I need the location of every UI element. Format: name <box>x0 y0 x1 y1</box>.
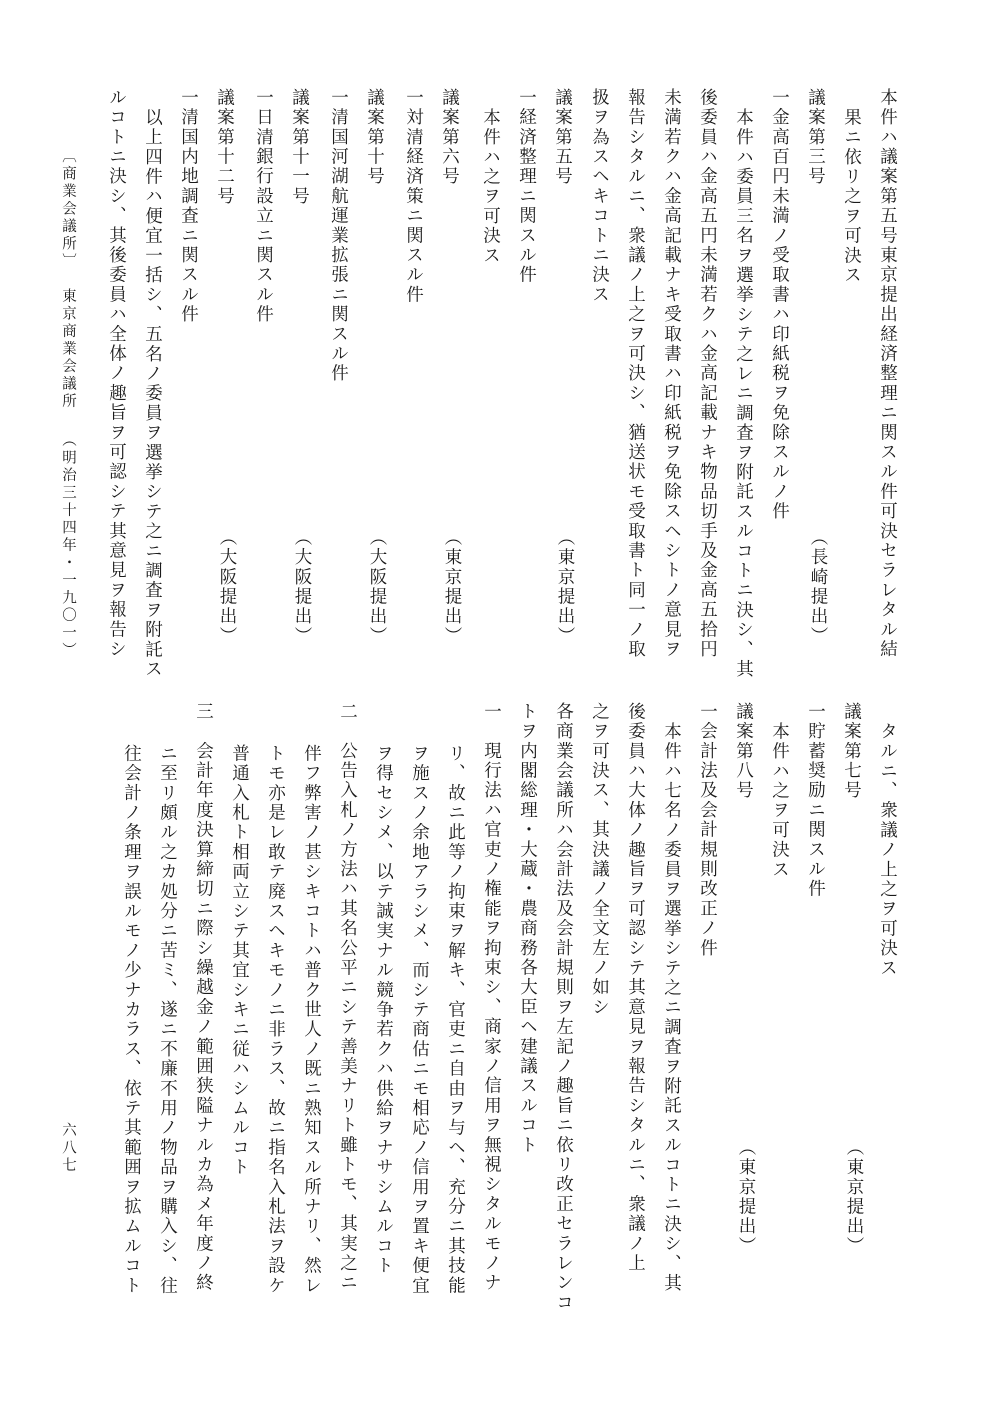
submission-attribution: （東京提出） <box>555 528 575 647</box>
text-column: 本件ハ之ヲ可決ス <box>769 722 790 880</box>
resolution-text: トヲ内閣総理・大蔵・農商務各大臣ヘ建議スルコト <box>517 702 538 1156</box>
article-heading: 議案第十号 <box>364 88 385 187</box>
text-column: 報告シタルニ、衆議ノ上之ヲ可決シ、猶送状モ受取書ト同一ノ取 <box>625 88 646 660</box>
resolution-text: 普通入札ト相両立シテ其宜シキニ従ハシムルコト <box>229 744 250 1178</box>
article-heading: 議案第七号 <box>841 702 862 801</box>
resolution-text: ニ至リ頗ル之カ処分ニ苦ミ、遂ニ不廉不用ノ物品ヲ購入シ、往 <box>157 744 178 1296</box>
resolution-text: ヲ得セシメ、以テ誠実ナル競争若クハ供給ヲナサシムルコト <box>373 744 394 1276</box>
text-column: 本件ハ之ヲ可決ス <box>480 108 501 266</box>
text-column: 以上四件ハ便宜一括シ、五名ノ委員ヲ選挙シテ之ニ調査ヲ附託ス <box>142 108 163 680</box>
text-column: 本件ハ議案第五号東京提出経済整理ニ関スル件可決セラレタル結 <box>877 88 898 660</box>
article-heading: 議案第五号 <box>552 88 573 187</box>
resolution-item-1: 一 現行法ハ官吏ノ権能ヲ拘束シ、商家ノ信用ヲ無視シタルモノナ <box>481 702 502 1293</box>
text-column: 扱ヲ為スヘキコトニ決ス <box>589 88 610 305</box>
text-column: 之ヲ可決ス、其決議ノ全文左ノ如シ <box>589 702 610 1018</box>
text-column: 本件ハ七名ノ委員ヲ選挙シテ之ニ調査ヲ附託スルコトニ決シ、其 <box>661 722 682 1294</box>
article-heading: 議案第三号 <box>805 88 826 187</box>
resolution-item-3: 三 会計年度決算締切ニ際シ繰越金ノ範囲狭隘ナルカ為メ年度ノ終 <box>193 702 214 1293</box>
footer-date: （明治三十四年・一九〇一） <box>60 432 76 660</box>
item-title: 一対清経済策ニ関スル件 <box>403 88 424 305</box>
page-number: 六八七 <box>60 1122 76 1175</box>
submission-attribution: （長崎提出） <box>808 528 828 647</box>
item-title: 一会計法及会計規則改正ノ件 <box>697 702 718 959</box>
footer-org: 東京商業会議所 <box>60 288 76 411</box>
resolution-item-2: 二 公告入札ノ方法ハ其名公平ニシテ善美ナリト雖トモ、其実之ニ <box>337 702 358 1293</box>
article-heading: 議案第八号 <box>733 702 754 801</box>
item-title: 一金高百円未満ノ受取書ハ印紙税ヲ免除スルノ件 <box>769 88 790 522</box>
text-column: 本件ハ委員三名ヲ選挙シテ之レニ調査ヲ附託スルコトニ決シ、其 <box>733 108 754 680</box>
item-title: 一日清銀行設立ニ関スル件 <box>253 88 274 325</box>
article-heading: 議案第十二号 <box>214 88 235 207</box>
text-column: 果ニ依リ之ヲ可決ス <box>841 108 862 286</box>
article-heading: 議案第十一号 <box>289 88 310 207</box>
text-column: 未満若クハ金高記載ナキ受取書ハ印紙税ヲ免除スヘシトノ意見ヲ <box>661 88 682 660</box>
text-column: 後委員ハ金高五円未満若クハ金高記載ナキ物品切手及金高五拾円 <box>697 88 718 660</box>
resolution-text: リ、故ニ此等ノ拘束ヲ解キ、官吏ニ自由ヲ与ヘ、充分ニ其技能 <box>445 744 466 1296</box>
item-title: 一貯蓄奨励ニ関スル件 <box>805 702 826 899</box>
item-title: 一清国内地調査ニ関スル件 <box>178 88 199 325</box>
submission-attribution: （東京提出） <box>442 528 462 647</box>
item-title: 一経済整理ニ関スル件 <box>516 88 537 285</box>
article-heading: 議案第六号 <box>439 88 460 187</box>
resolution-text: 往会計ノ条理ヲ誤ルモノ少ナカラス、依テ其範囲ヲ拡ムルコト <box>121 744 142 1296</box>
resolution-text: ヲ施スノ余地アラシメ、而シテ商估ニモ相応ノ信用ヲ置キ便宜 <box>409 744 430 1296</box>
submission-attribution: （東京提出） <box>844 1138 864 1257</box>
resolution-text: 伴フ弊害ノ甚シキコトハ普ク世人ノ既ニ熟知スル所ナリ、然レ <box>301 744 322 1296</box>
submission-attribution: （大阪提出） <box>367 528 387 647</box>
submission-attribution: （大阪提出） <box>217 528 237 647</box>
submission-attribution: （東京提出） <box>736 1138 756 1257</box>
text-column: 後委員ハ大体ノ趣旨ヲ可認シテ其意見ヲ報告シタルニ、衆議ノ上 <box>625 702 646 1274</box>
item-title: 一清国河湖航運業拡張ニ関スル件 <box>328 88 349 384</box>
text-column: ルコトニ決シ、其後委員ハ全体ノ趣旨ヲ可認シテ其意見ヲ報告シ <box>106 88 127 660</box>
footer-section: 〔商業会議所〕 <box>60 148 76 271</box>
resolution-text: 各商業会議所ハ会計法及会計規則ヲ左記ノ趣旨ニ依リ改正セラレンコ <box>553 702 574 1313</box>
resolution-text: トモ亦是レ敢テ廃スヘキモノニ非ラス、故ニ指名入札法ヲ設ケ <box>265 744 286 1296</box>
text-column: タルニ、衆議ノ上之ヲ可決ス <box>877 722 898 979</box>
submission-attribution: （大阪提出） <box>292 528 312 647</box>
